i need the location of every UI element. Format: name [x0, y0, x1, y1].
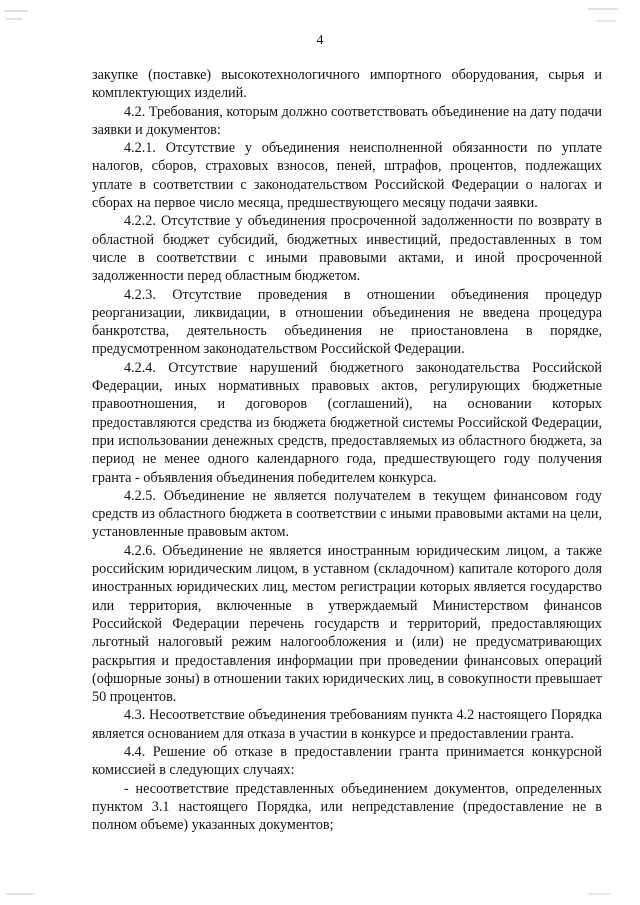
scan-artifact [588, 893, 610, 895]
scan-artifact [596, 20, 616, 22]
scan-artifact [588, 8, 618, 10]
paragraph: 4.3. Несоответствие объединения требованиям пункта 4.2 настоящего Порядка является основанием для отказа в участии в конкурсе и предоставлении гранта. [92, 707, 602, 742]
scan-artifact [4, 10, 28, 12]
paragraph: 4.2. Требования, которым должно соответствовать объединение на дату подачи заявки и документов: [92, 103, 602, 138]
list-item: - несоответствие представленных объединением документов, определенных пунктом 3.1 настоящего Порядка, или непредставление (предоставление не в полном объеме) указанных документов; [92, 780, 602, 834]
page-number: 4 [316, 33, 324, 48]
scan-artifact [6, 893, 34, 895]
paragraph: 4.2.6. Объединение не является иностранным юридическим лицом, а также российским юридическим лицом, в уставном (складочном) капитале которого доля иностранных юридических лиц, местом регистрации которых является государство или территория, включенные в утверждаемый Министерством финансов Российской Федерации перечень государств и территорий, предоставляющих льготный налоговый режим налогообложения и (или) не предусматривающих раскрытия и предоставления информации при проведении финансовых операций (офшорные зоны) в отношении таких юридических лиц, в совокупности превышает 50 процентов. [92, 542, 602, 706]
paragraph: 4.2.1. Отсутствие у объединения неисполненной обязанности по уплате налогов, сборов, страховых взносов, пеней, штрафов, процентов, подлежащих уплате в соответствии с законодательством Российской Федерации о налогах и сборах на первое число месяца, предшествующего месяцу подачи заявки. [92, 140, 602, 212]
paragraph: 4.2.4. Отсутствие нарушений бюджетного законодательства Российской Федерации, иных нормативных правовых актов, регулирующих бюджетные правоотношения, и договоров (соглашений), на основании которых предоставляются средства из бюджета бюджетной системы Российской Федерации, при использовании денежных средств, предоставляемых из областного бюджета, за период не менее одного календарного года, предшествующего году получения гранта - объявления объединения победителем конкурса. [92, 359, 602, 486]
document-body [92, 66, 602, 834]
paragraph: закупке (поставке) высокотехнологичного импортного оборудования, сырья и комплектующих изделий. [92, 67, 602, 102]
paragraph: 4.4. Решение об отказе в предоставлении гранта принимается конкурсной комиссией в следующих случаях: [92, 743, 602, 779]
scan-artifact [6, 18, 22, 20]
paragraph: 4.2.3. Отсутствие проведения в отношении объединения процедур реорганизации, ликвидации, в отношении объединения не введена процедура банкротства, деятельность объединения не приостановлена в порядке, предусмотренном законодательством Российской Федерации. [92, 286, 602, 358]
paragraph: 4.2.2. Отсутствие у объединения просроченной задолженности по возврату в областной бюджет субсидий, бюджетных инвестиций, предоставленных в том числе в соответствии с иными правовыми актами, и иной просроченной задолженности перед областным бюджетом. [92, 213, 602, 285]
paragraph: 4.2.5. Объединение не является получателем в текущем финансовом году средств из областного бюджета в соответствии с иными правовыми актами на цели, установленные правовым актом. [92, 487, 602, 541]
